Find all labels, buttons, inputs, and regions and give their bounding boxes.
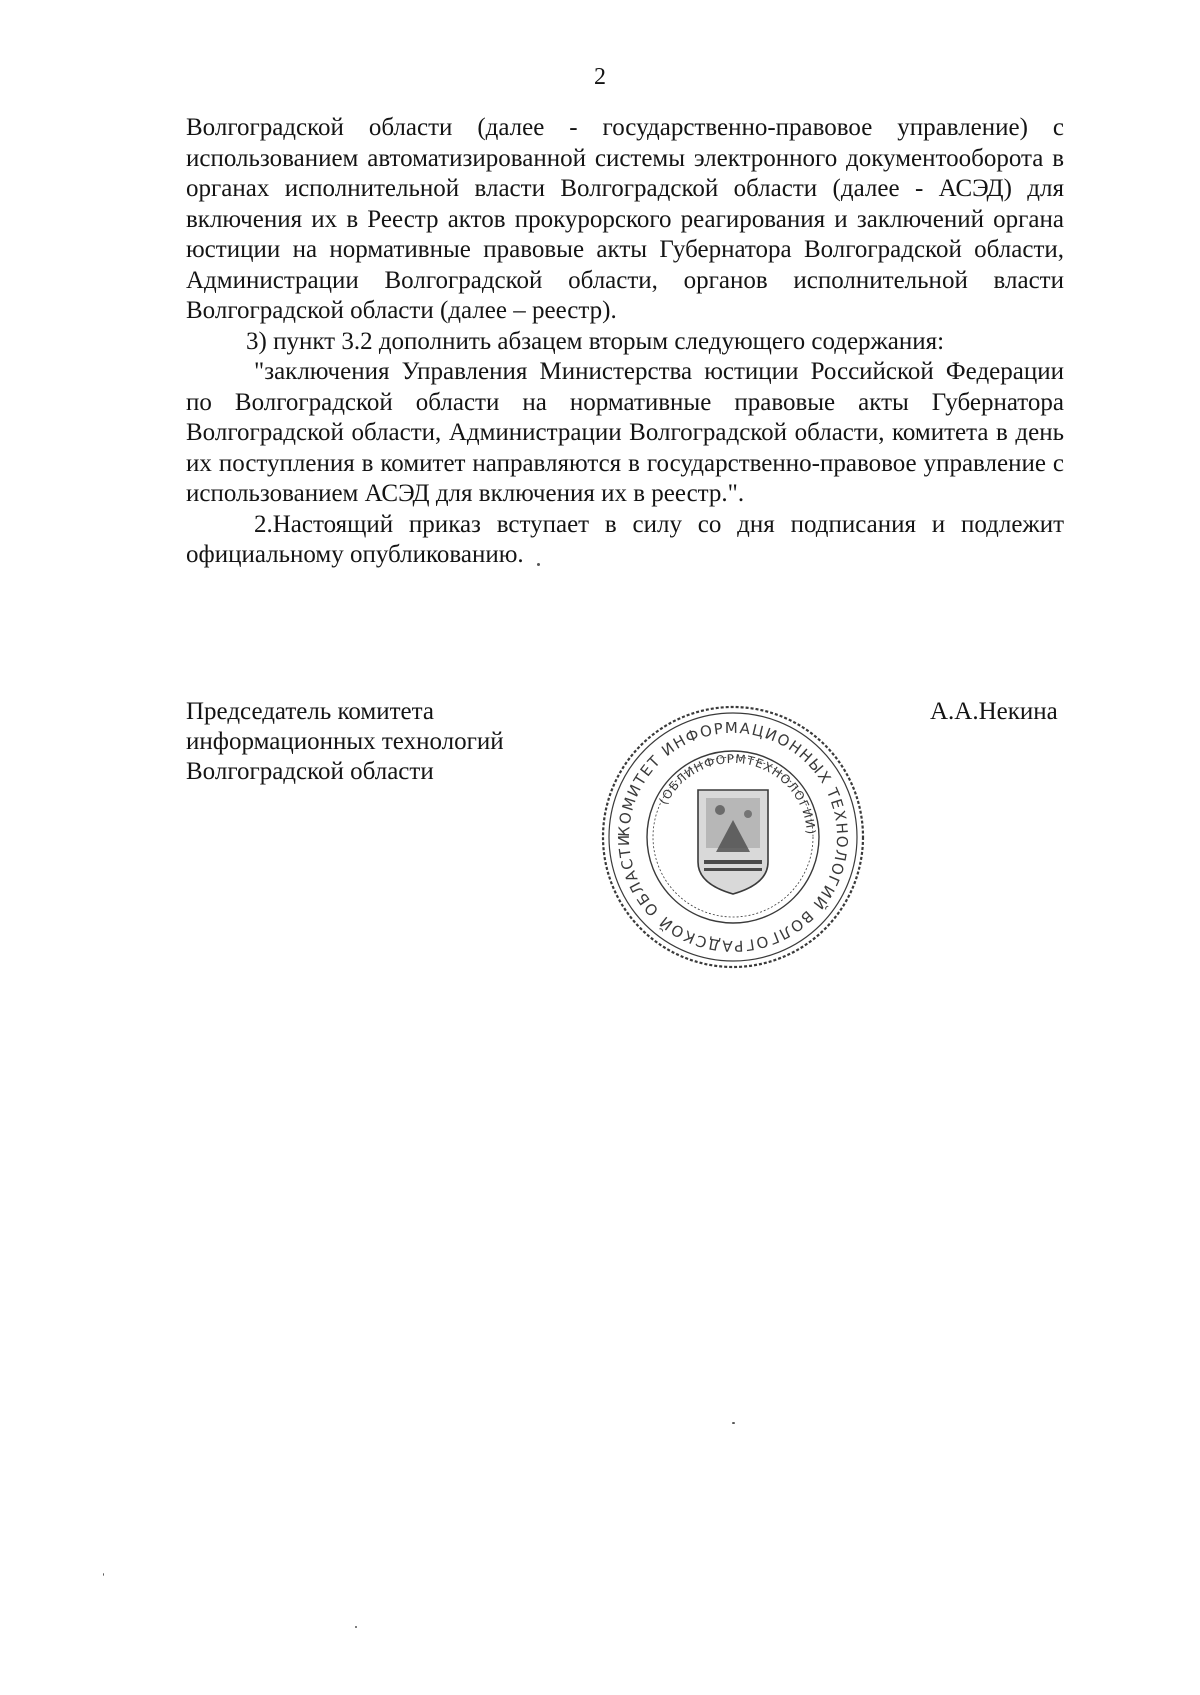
seal-inner-text: (ОБЛИНФОРМТЕХНОЛОГИИ) [656, 751, 819, 836]
page-number: 2 [594, 64, 606, 90]
position-line: Волгоградской области [186, 758, 434, 785]
scan-speck [103, 1573, 104, 1576]
paragraph-quoted-text: "заключения Управления Министерства юстиции Российской Федерации по Волгоградской области на нормативные правовые акты Губернатора Волгоградской области, Администрации Волгоградской области, комитета в день их поступления в комитет направляются в государственно-правовое управление с использованием АСЭД для включения их в реестр.". [186, 358, 1064, 507]
paragraph-item-3: 3) пункт 3.2 дополнить абзацем вторым следующего содержания: [246, 327, 945, 355]
signer-name: А.А.Некина [930, 698, 1058, 725]
scan-speck [537, 563, 540, 566]
position-line: информационных технологий [186, 728, 504, 755]
paragraph-item-2: 2.Настоящий приказ вступает в силу со дня подписания и подлежит официальному опубликованию. [186, 510, 1064, 568]
scan-speck [732, 1422, 735, 1424]
document-body [186, 113, 1064, 571]
position-line: Председатель комитета [186, 698, 434, 725]
signature-position [186, 697, 504, 787]
coat-of-arms-icon [698, 790, 768, 894]
paragraph-continuation: Волгоградской области (далее - государственно-правовое управление) с использованием автоматизированной системы электронного документооборота в органах исполнительной власти Волгоградской области (далее - АСЭД) для включения их в Реестр актов прокурорского реагирования и заключений органа юстиции на нормативные правовые акты Губернатора Волгоградской области, Администрации Волгоградской области, органов исполнительной власти Волгоградской области (далее – реестр). [186, 114, 1064, 324]
official-seal-icon [598, 702, 868, 972]
seal-outer-text: КОМИТЕТ ИНФОРМАЦИОННЫХ ТЕХНОЛОГИЙ ВОЛГОГРАДСКОЙ ОБЛАСТИ [614, 718, 852, 956]
scan-speck [355, 1626, 357, 1628]
